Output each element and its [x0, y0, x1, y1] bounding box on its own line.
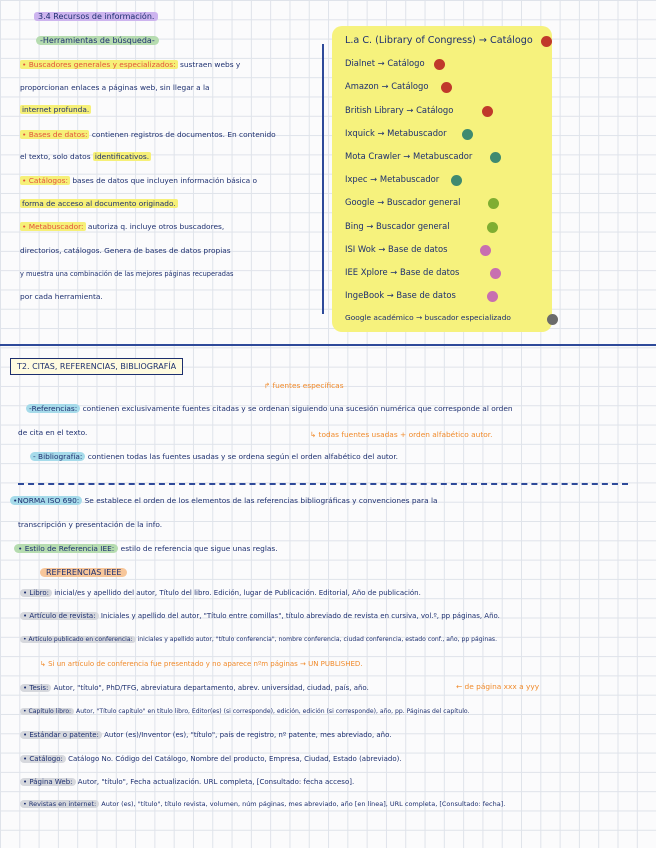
catalog-item: Ixquick → Metabuscador — [345, 127, 447, 138]
catalog-color-dot — [490, 152, 501, 163]
ieee-reference-text: ↳ Si un artículo de conferencia fue presentado y no aparece nºm páginas → UN PUBLISHED. — [40, 660, 363, 668]
norma-iso-line: •NORMA ISO 690: Se establece el orden de los elementos de las referencias bibliográficas y convenciones para la — [10, 496, 438, 505]
ieee-reference-item — [20, 778, 354, 786]
text-line: y muestra una combinación de las mejores páginas recuperadas — [20, 270, 234, 278]
section-title: 3.4 Recursos de información. — [34, 12, 158, 21]
ieee-reference-text: Autor (es)/Inventor (es), "título", país de registro, nº patente, mes abreviado, año. — [101, 731, 392, 739]
annotation-fuentes: ↱ fuentes específicas — [264, 381, 344, 390]
column-divider — [322, 44, 324, 314]
catalog-color-dot — [482, 106, 493, 117]
catalog-color-dot — [541, 36, 552, 47]
ieee-reference-item — [20, 755, 402, 763]
catalog-item: Bing → Buscador general — [345, 220, 450, 231]
ieee-reference-label: • Revistas en internet: — [20, 800, 99, 808]
section-title-citas: T2. CITAS, REFERENCIAS, BIBLIOGRAFÍA — [10, 362, 183, 371]
ieee-reference-text: Autor, "título", PhD/TFG, abreviatura departamento, abrev. universidad, ciudad, país, año. — [51, 684, 369, 692]
ieee-reference-label: • Estándar o patente: — [20, 731, 102, 739]
referencias-line: -Referencias: contienen exclusivamente fuentes citadas y se ordenan siguiendo una sucesión numérica que corresponde al orden — [26, 404, 513, 413]
text-line: internet profunda. — [22, 105, 90, 114]
catalog-item: L.a C. (Library of Congress) → Catálogo — [345, 35, 533, 46]
catalog-color-dot — [480, 245, 491, 256]
ieee-reference-text: iniciales y apellido autor, "título conferencia", nombre conferencia, ciudad conferencia, estado conf., año, pp páginas. — [135, 636, 498, 643]
ieee-reference-label: • Página Web: — [20, 778, 76, 786]
catalog-item: ISI Wok → Base de datos — [345, 243, 448, 254]
catalog-color-dot — [547, 314, 558, 325]
catalog-item: IEE Xplore → Base de datos — [345, 267, 460, 277]
annotation-orden: ↳ todas fuentes usadas + orden alfabético autor. — [310, 430, 493, 439]
catalog-item: Mota Crawler → Metabuscador — [345, 151, 473, 161]
text-line: de cita en el texto. — [18, 428, 88, 437]
catalog-item: IngeBook → Base de datos — [345, 290, 456, 301]
catalog-color-dot — [490, 268, 501, 279]
section-divider — [0, 344, 656, 346]
references-heading: REFERENCIAS IEEE — [40, 568, 127, 577]
catalog-item: Amazon → Catálogo — [345, 81, 429, 92]
estilo-ieee-line: • Estilo de Referencia IEE: estilo de referencia que sigue unas reglas. — [14, 544, 278, 553]
ieee-reference-item — [20, 636, 497, 643]
ieee-reference-label: • Artículo de revista: — [20, 612, 99, 620]
ieee-reference-label: • Catálogo: — [20, 755, 66, 763]
text-line: transcripción y presentación de la info. — [18, 520, 163, 529]
ieee-reference-item — [20, 800, 505, 808]
ieee-reference-item — [20, 684, 369, 692]
ieee-reference-item — [20, 589, 421, 597]
metabuscador-line: • Metabuscador: autoriza q. incluye otros buscadores, — [22, 222, 225, 231]
catalog-item: Google académico → buscador especializado — [345, 313, 511, 323]
dashed-divider — [18, 483, 628, 485]
ieee-reference-text: Catálogo No. Código del Catálogo, Nombre del producto, Empresa, Ciudad, Estado (abreviado). — [65, 755, 402, 763]
text-line: por cada herramienta. — [20, 292, 103, 301]
text-line: forma de acceso al documento originado. — [22, 199, 176, 208]
buscadores-line: • Buscadores generales y especializados: sustraen webs y — [22, 60, 241, 69]
ieee-reference-item — [20, 612, 500, 620]
text-line: el texto, solo datos identificativos. — [20, 152, 150, 161]
bases-datos-line: • Bases de datos: contienen registros de documentos. En contenido — [22, 130, 276, 139]
catalog-item: Ixpec → Metabuscador — [345, 174, 440, 185]
catalog-color-dot — [487, 222, 498, 233]
ieee-reference-text: Autor, "Título capítulo" en título libro, Editor(es) (si corresponde), edición, edición (si corresponde), año, pp. Páginas del capítulo. — [74, 708, 470, 715]
ieee-reference-label: • Libro: — [20, 589, 52, 597]
catalog-item: British Library → Catálogo — [345, 104, 454, 115]
ieee-reference-label: • Artículo publicado en conferencia: — [20, 636, 136, 643]
ieee-reference-label: • Tesis: — [20, 684, 51, 692]
ieee-reference-text: inicial/es y apellido del autor, Título del libro. Edición, lugar de Publicación. Editorial, Año de publicación. — [52, 589, 421, 597]
text-line: proporcionan enlaces a páginas web, sin llegar a la — [20, 83, 210, 92]
catalogos-line: • Catálogos: bases de datos que incluyen información básica o — [22, 176, 258, 185]
catalog-color-dot — [462, 129, 473, 140]
ieee-reference-text: Autor, "título", Fecha actualización. URL completa, [Consultado: fecha acceso]. — [75, 778, 355, 786]
ieee-reference-text: Autor (es), "título", título revista, volumen, núm páginas, mes abreviado, año [en línea], URL completa, [Consultado: fecha]. — [99, 800, 506, 808]
catalog-item: Dialnet → Catálogo — [345, 58, 425, 69]
ieee-reference-text: Iniciales y apellido del autor, "Título entre comillas", título abreviado de revista en cursiva, vol.º, pp páginas, Año. — [98, 612, 500, 620]
ieee-reference-item — [20, 731, 392, 739]
annotation-pagina: ← de página xxx a yyy — [456, 682, 540, 691]
ieee-reference-item — [40, 660, 363, 668]
ieee-reference-label: • Capítulo libro: — [20, 708, 74, 715]
subtitle: -Herramientas de búsqueda- — [36, 36, 159, 45]
ieee-reference-item — [20, 708, 469, 715]
catalog-item: Google → Buscador general — [345, 197, 461, 208]
bibliografia-line: - Bibliografía: contienen todas las fuentes usadas y se ordena según el orden alfabético del autor. — [30, 452, 398, 461]
text-line: directorios, catálogos. Genera de bases de datos propias — [20, 246, 231, 255]
